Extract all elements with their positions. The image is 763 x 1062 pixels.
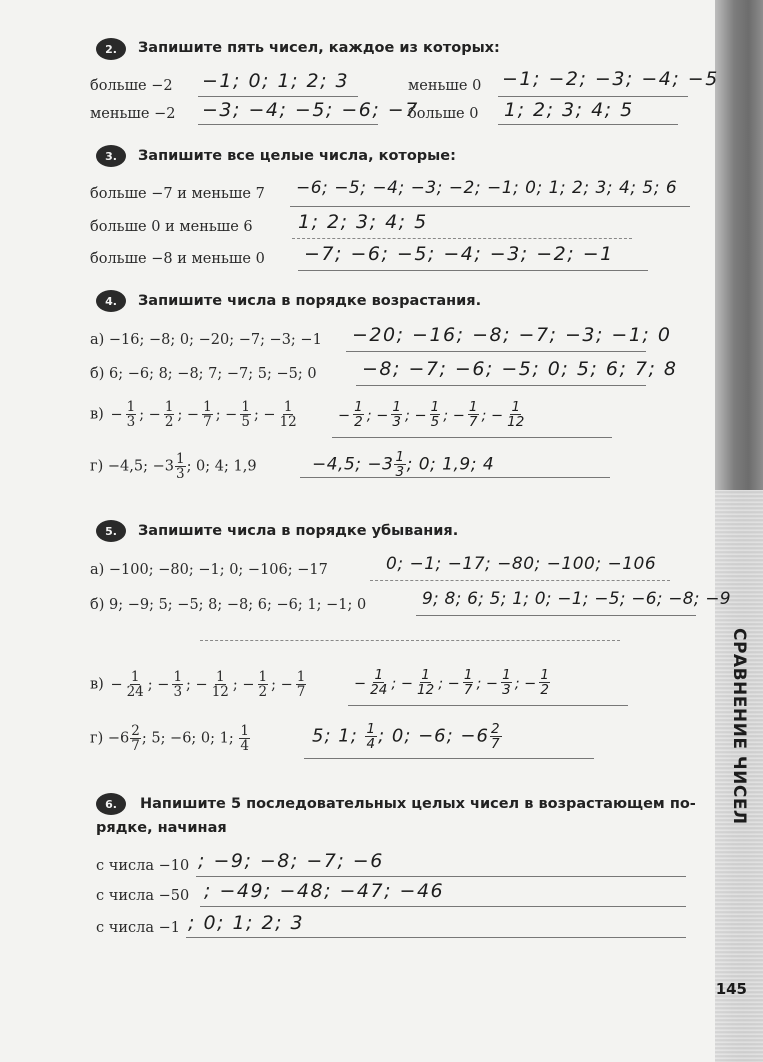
handwritten-answer: ; −9; −8; −7; −6 [198, 850, 384, 872]
task-title: Запишите числа в порядке убывания. [138, 523, 459, 539]
row-prefix: в) [90, 406, 104, 423]
task-badge: 4. [96, 290, 126, 312]
task-row-label: больше −2 [90, 78, 173, 94]
answer-line [186, 937, 686, 938]
handwritten-answer: −1; 0; 1; 2; 3 [202, 70, 350, 92]
task-row-label: б) 9; −9; 5; −5; 8; −8; 6; −6; 1; −1; 0 [90, 597, 367, 613]
answer-line [304, 758, 594, 759]
handwritten-answer: ; 0; 1; 2; 3 [188, 912, 305, 934]
task-badge: 5. [96, 520, 126, 542]
handwritten-answer: −7; −6; −5; −4; −3; −2; −1 [304, 243, 614, 265]
task-row-label: меньше 0 [408, 78, 482, 94]
page-number: 145 [715, 980, 747, 998]
handwritten-answer: 1; 2; 3; 4; 5 [298, 211, 428, 233]
answer-line [370, 580, 670, 581]
handwritten-answer: −3; −4; −5; −6; −7 [202, 99, 419, 121]
task-row-label: с числа −1 [96, 920, 180, 936]
answer-line [346, 351, 646, 352]
task-title-cont: рядке, начиная [96, 820, 227, 836]
handwritten-answer: 0; −1; −17; −80; −100; −106 [386, 554, 657, 574]
task-row-label: больше −8 и меньше 0 [90, 251, 265, 267]
task-title: Напишите 5 последовательных целых чисел в возрастающем по- [140, 796, 696, 812]
answer-line [198, 124, 378, 125]
answer-line [498, 96, 688, 97]
mixed-number-row: г) −4,5; −3 $\frac{1}{3}$ ; 0; 4; 1,9 [90, 451, 257, 483]
answer-line [200, 906, 686, 907]
answer-line [300, 477, 610, 478]
task-badge: 2. [96, 38, 126, 60]
handwritten-answer: −6; −5; −4; −3; −2; −1; 0; 1; 2; 3; 4; 5; 6 [296, 178, 678, 198]
chapter-title: СРАВНЕНИЕ ЧИСЕЛ [729, 628, 749, 825]
answer-line [332, 437, 612, 438]
handwritten-answer: −4,5; −3 $\frac{1}{3}$ ; 0; 1,9; 4 [312, 449, 495, 481]
fraction: $\frac{1}{3}$ [126, 399, 136, 431]
extra-answer-line [200, 640, 620, 641]
task-row-label: а) −16; −8; 0; −20; −7; −3; −1 [90, 332, 322, 348]
handwritten-answer: 9; 8; 6; 5; 1; 0; −1; −5; −6; −8; −9 [422, 589, 731, 609]
task-row-label: а) −100; −80; −1; 0; −106; −17 [90, 562, 328, 578]
task-row-label: больше 0 [408, 106, 479, 122]
answer-line [298, 270, 648, 271]
answer-line [292, 238, 632, 239]
task-title: Запишите пять чисел, каждое из которых: [138, 40, 500, 56]
handwritten-answer: ; −49; −48; −47; −46 [204, 880, 445, 902]
fraction-row: в) − $\frac{1}{3}$ ; − $\frac{1}{2}$ ; − $\frac{1}{7}$ ; − $\frac{1}{5}$ ; − $\frac{1}{12}$ [90, 399, 297, 431]
answer-line [348, 705, 628, 706]
side-strip-shade [715, 0, 763, 490]
answer-line [198, 96, 358, 97]
answer-line [196, 876, 686, 877]
task-row-label: больше 0 и меньше 6 [90, 219, 253, 235]
answer-line [356, 385, 646, 386]
fraction-row: в) − $\frac{1}{24}$ ; − $\frac{1}{3}$ ; − $\frac{1}{12}$ ; − $\frac{1}{2}$ ; − $\frac{1}{7}$ [90, 669, 306, 701]
handwritten-answer: −20; −16; −8; −7; −3; −1; 0 [352, 324, 672, 346]
task-row-label: с числа −50 [96, 888, 190, 904]
mixed-number-row: г) −6 $\frac{2}{7}$ ; 5; −6; 0; 1; $\frac{1}{4}$ [90, 723, 249, 755]
answer-line [416, 615, 696, 616]
task-badge: 3. [96, 145, 126, 167]
task-row-label: меньше −2 [90, 106, 176, 122]
handwritten-answer: 1; 2; 3; 4; 5 [504, 99, 634, 121]
answer-line [290, 206, 690, 207]
handwritten-answer: 5; 1; $\frac{1}{4}$ ; 0; −6; −6 $\frac{2}{7}$ [312, 721, 501, 753]
handwritten-fraction-answer: − $\frac{1}{2}$ ; − $\frac{1}{3}$ ; − $\frac{1}{5}$ ; − $\frac{1}{7}$ ; − $\frac{1}{12}$ [338, 399, 525, 431]
handwritten-fraction-answer: − $\frac{1}{24}$ ; − $\frac{1}{12}$ ; − $\frac{1}{7}$ ; − $\frac{1}{3}$ ; − $\frac{1}{2}$ [354, 667, 549, 699]
task-row-label: б) 6; −6; 8; −8; 7; −7; 5; −5; 0 [90, 366, 317, 382]
handwritten-answer: −1; −2; −3; −4; −5 [502, 68, 719, 90]
task-title: Запишите все целые числа, которые: [138, 148, 456, 164]
task-title: Запишите числа в порядке возрастания. [138, 293, 482, 309]
handwritten-answer: −8; −7; −6; −5; 0; 5; 6; 7; 8 [362, 358, 678, 380]
task-row-label: больше −7 и меньше 7 [90, 186, 265, 202]
answer-line [498, 124, 678, 125]
task-badge: 6. [96, 793, 126, 815]
fraction: $\frac{1}{7}$ [203, 399, 212, 431]
fraction: $\frac{1}{5}$ [241, 399, 250, 431]
fraction: $\frac{1}{2}$ [164, 399, 174, 431]
task-row-label: с числа −10 [96, 858, 190, 874]
fraction: $\frac{1}{12}$ [279, 399, 297, 431]
